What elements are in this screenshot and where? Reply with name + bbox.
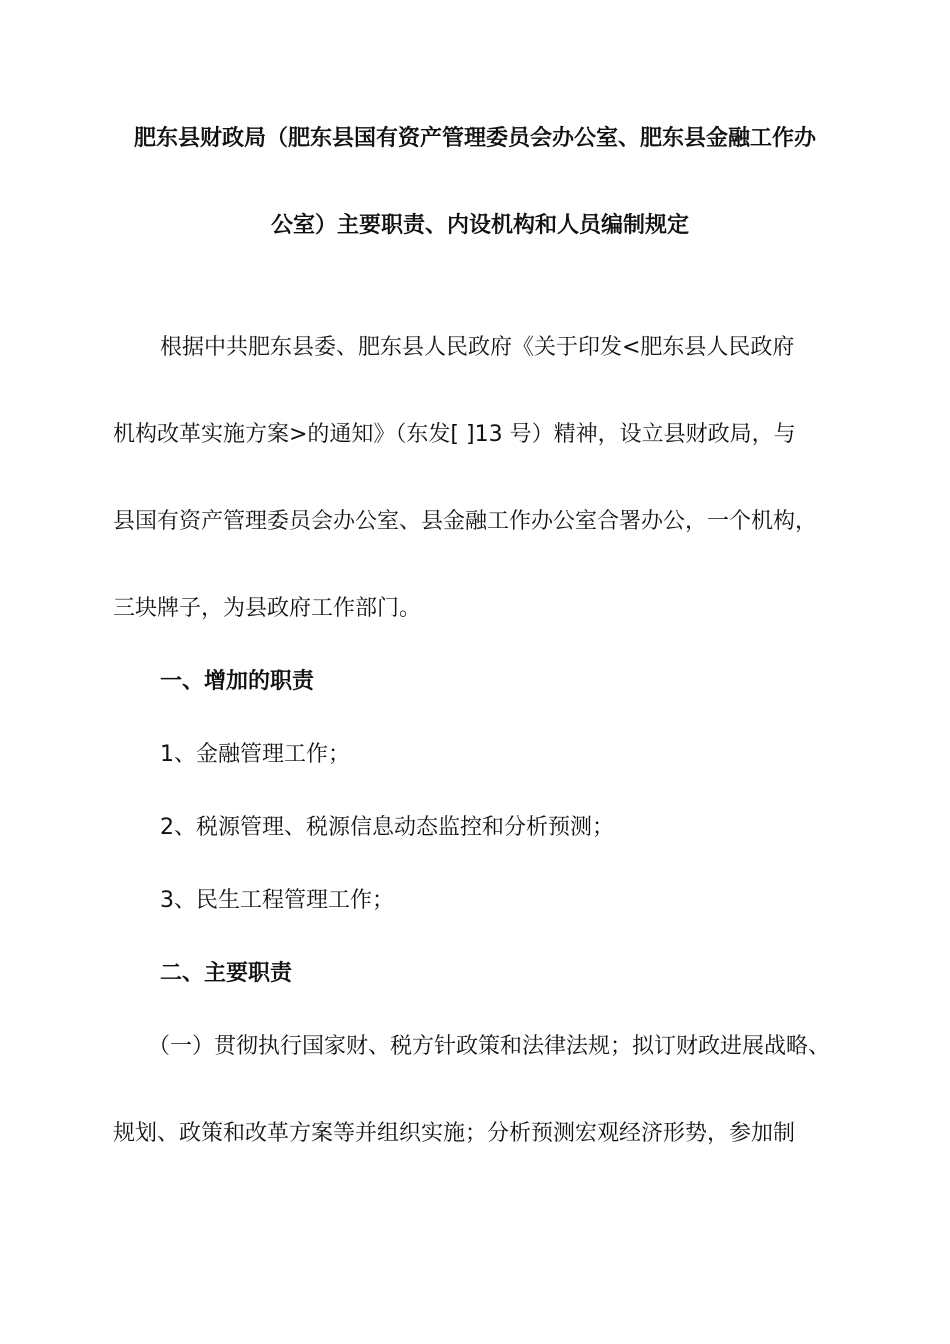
section1-item-2: 2、税源管理、税源信息动态监控和分析预测； [160,815,614,840]
section1-item-1: 1、金融管理工作； [160,742,350,767]
section-heading-1: 一、增加的职责 [160,669,315,694]
intro-line-3: 县国有资产管理委员会办公室、县金融工作办公室合署办公，一个机构， [113,509,818,534]
document-title-line-1: 肥东县财政局（肥东县国有资产管理委员会办公室、肥东县金融工作办 [133,126,816,151]
section-heading-2: 二、主要职责 [160,961,293,986]
document-title-line-2: 公室）主要职责、内设机构和人员编制规定 [270,213,689,238]
section2-paragraph-line-2: 规划、政策和改革方案等并组织实施；分析预测宏观经济形势，参加制 [113,1121,796,1146]
intro-line-2: 机构改革实施方案>的通知》（东发[ ]13 号）精神，设立县财政局，与 [113,422,796,447]
intro-line-4: 三块牌子，为县政府工作部门。 [113,596,422,621]
intro-line-1: 根据中共肥东县委、肥东县人民政府《关于印发<肥东县人民政府 [160,335,795,360]
section2-paragraph-line-1: （一）贯彻执行国家财、税方针政策和法律法规；拟订财政进展战略、 [148,1034,831,1059]
section1-item-3: 3、民生工程管理工作； [160,888,394,913]
